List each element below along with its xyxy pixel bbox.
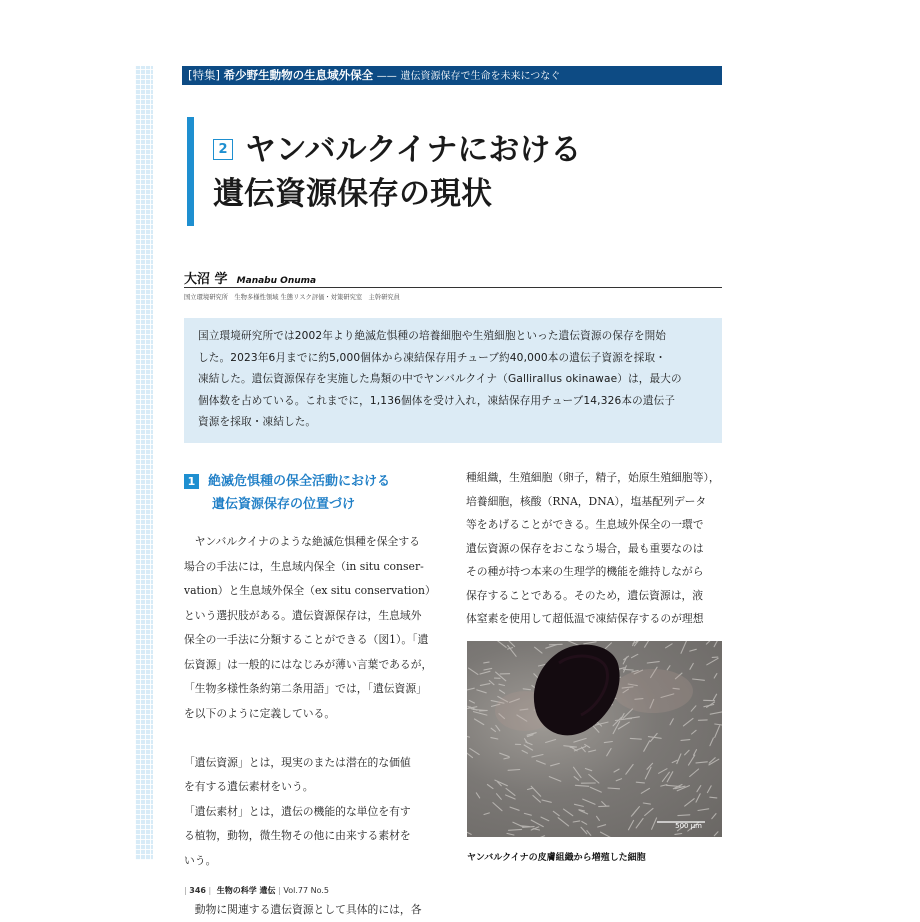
feature-subtitle: 遺伝資源保存で生命を未来につなぐ	[400, 71, 560, 82]
article-title-line2	[213, 172, 581, 216]
article-title-line1	[213, 128, 581, 172]
body-line: 等をあげることができる。生息域外保全の一環で	[466, 513, 724, 537]
abstract-line: した。2023年6月までに約5,000個体から凍結保存用チューブ約40,000本の遺伝子資源を採取・	[198, 348, 708, 370]
abstract-line: 個体数を占めている。これまでに，1,136個体を受け入れ，凍結保存用チューブ14,326本の遺伝子	[198, 391, 708, 413]
title-accent-bar	[187, 117, 194, 226]
body-line: vation）と生息域外保全（ex situ conservation）	[184, 579, 448, 604]
quote-line: 「遺伝資源」とは，現実のまたは潜在的な価値	[184, 751, 448, 776]
article-title-text2: 遺伝資源保存の現状	[213, 176, 492, 212]
section-heading	[184, 472, 390, 515]
feature-dash: ——	[377, 71, 397, 82]
body-line: を以下のように定義している。	[184, 702, 448, 727]
body-line: 場合の手法には，生息域内保全（in situ conser-	[184, 555, 448, 580]
body-line: 培養細胞，核酸（RNA，DNA），塩基配列データ	[466, 490, 724, 514]
quote-line: 「遺伝素材」とは，遺伝の機能的な単位を有す	[184, 800, 448, 825]
figure-caption: ヤンバルクイナの皮膚組織から増殖した細胞	[467, 850, 646, 863]
body-line: 遺伝資源の保存をおこなう場合，最も重要なのは	[466, 537, 724, 561]
magazine-name: 生物の科学 遺伝	[217, 886, 276, 895]
body-line: 保存することである。そのため，遺伝資源は，液	[466, 584, 724, 608]
author-divider	[184, 287, 722, 288]
article-title-text1: ヤンバルクイナにおける	[245, 132, 581, 168]
section-heading-line1: 絶滅危惧種の保全活動における	[208, 474, 390, 489]
article-title	[213, 128, 581, 216]
feature-title: 希少野生動物の生息域外保全	[224, 68, 374, 82]
volume-info: Vol.77 No.5	[283, 886, 329, 895]
page-footer: | 346 | 生物の科学 遺伝 | Vol.77 No.5	[184, 885, 329, 896]
body-line: ヤンバルクイナのような絶滅危惧種を保全する	[184, 530, 448, 555]
feature-banner	[182, 66, 722, 85]
body-line: 動物に関連する遺伝資源として具体的には，各	[184, 898, 448, 922]
feature-label: [特集]	[188, 68, 220, 82]
body-line: 種組織，生殖細胞（卵子，精子，始原生殖細胞等），	[466, 466, 724, 490]
page-number: 346	[189, 886, 206, 895]
body-line: という選択肢がある。遺伝資源保存は，生息域外	[184, 604, 448, 629]
section-number: 1	[184, 474, 199, 489]
right-column	[466, 466, 724, 631]
micrograph-image	[467, 641, 722, 837]
quote-line: る植物，動物，微生物その他に由来する素材を	[184, 824, 448, 849]
abstract-line: 資源を採取・凍結した。	[198, 412, 708, 434]
quote-line: いう。	[184, 849, 448, 874]
section-heading-line2: 遺伝資源保存の位置づけ	[212, 495, 390, 515]
body-line: その種が持つ本来の生理学的機能を維持しながら	[466, 560, 724, 584]
author-name-jp: 大沼 学	[184, 272, 228, 287]
author-byline	[184, 268, 316, 287]
body-line: 伝資源」は一般的にはなじみが薄い言葉であるが，	[184, 653, 448, 678]
abstract-line: 国立環境研究所では2002年より絶滅危惧種の培養細胞や生殖細胞といった遺伝資源の保存を開始	[198, 326, 708, 348]
micrograph-photo	[467, 641, 722, 837]
scale-bar-label: 500 μm	[675, 822, 702, 830]
article-number: 2	[213, 139, 233, 160]
quote-line: を有する遺伝素材をいう。	[184, 775, 448, 800]
body-line: 体窒素を使用して超低温で凍結保存するのが理想	[466, 607, 724, 631]
abstract-box	[184, 318, 722, 443]
author-affiliation: 国立環境研究所 生物多様性領域 生態リスク評価・対策研究室 主幹研究員	[184, 292, 400, 301]
abstract-line: 凍結した。遺伝資源保存を実施した鳥類の中でヤンバルクイナ（Gallirallus okinawae）は，最大の	[198, 369, 708, 391]
side-color-strip	[135, 66, 153, 860]
author-name-en: Manabu Onuma	[237, 276, 316, 286]
tissue-explant	[534, 645, 620, 736]
left-column	[184, 530, 448, 922]
body-line: 「生物多様性条約第二条用語」では，「遺伝資源」	[184, 677, 448, 702]
body-line: 保全の一手法に分類することができる（図1）。「遺	[184, 628, 448, 653]
